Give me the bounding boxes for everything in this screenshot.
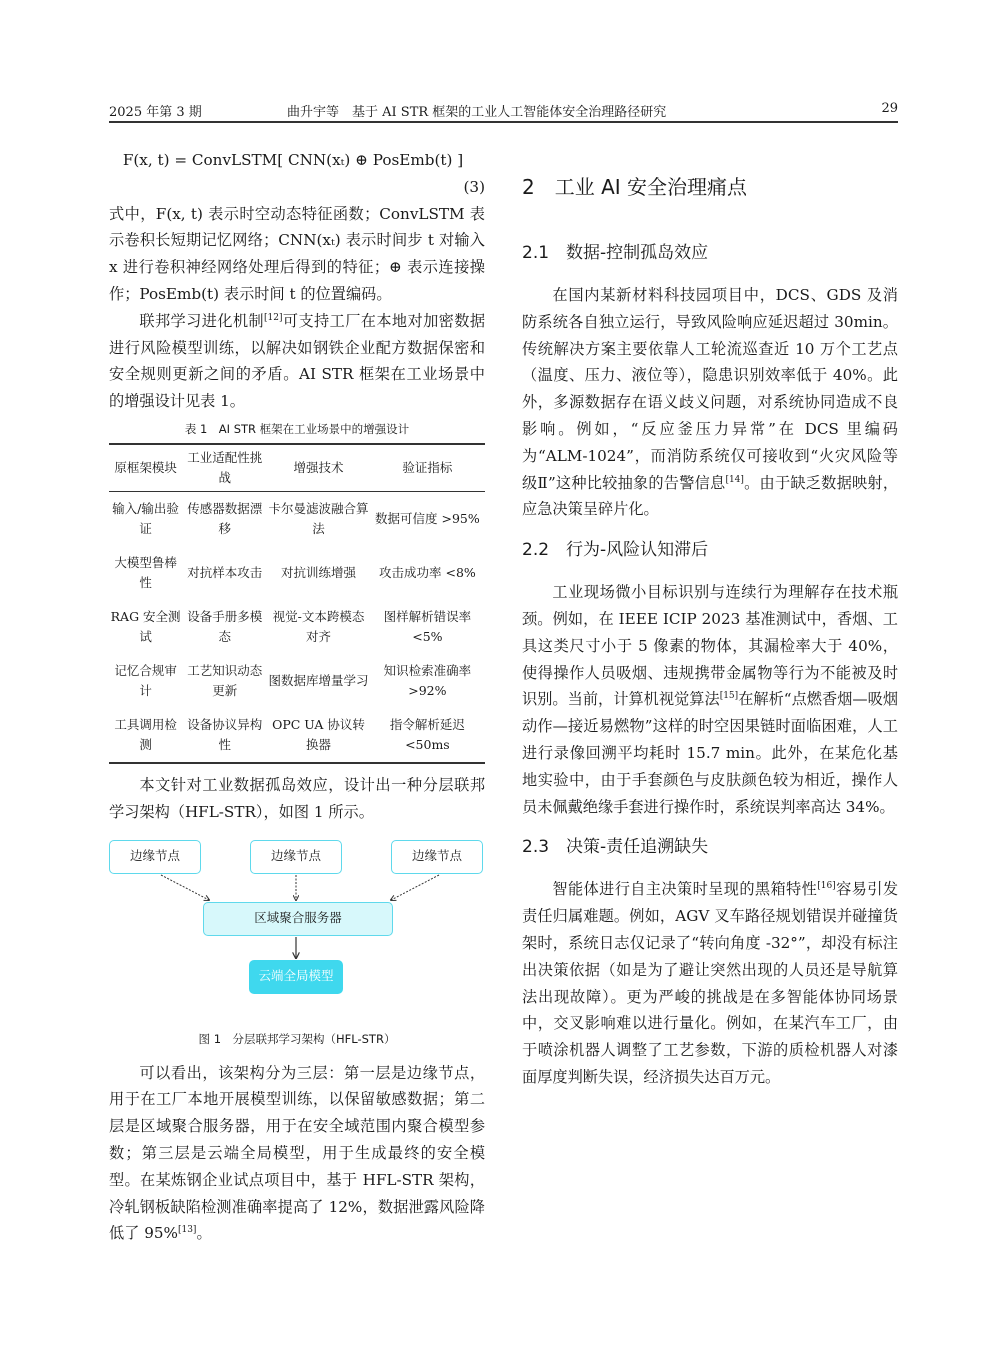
column-header: 原框架模块 — [114, 459, 177, 475]
text: 容易引发责任归属难题。例如，AGV 叉车路径规划错误并碰撞货架时，系统日志仅记录了“转向角度 -32°”，却没有标注出决策依据（如是为了避让突然出现的人员还是导航算法出现故障）。更为严峻的挑战是在多智能体协同场景中，交叉影响难以进行量化。例如，在某汽车工厂，由于喷涂机器人调整了工艺参数，下游的质检机器人对漆面厚度判断失误，经济损失达百万元。 — [522, 880, 899, 1086]
page-number: 29 — [881, 101, 898, 116]
enhancement-table — [109, 443, 485, 764]
table-header-row — [109, 444, 485, 492]
arrow-left-edge-to-aggregator — [161, 875, 209, 900]
table-cell: 视觉-文本跨模态对齐 — [272, 608, 365, 644]
table-cell: 图数据库增量学习 — [268, 672, 369, 688]
paragraph-data-silo — [522, 282, 898, 523]
issue-label: 2025 年第 3 期 — [109, 105, 202, 120]
running-header — [109, 101, 898, 123]
citation[interactable]: [15] — [719, 691, 739, 702]
running-title: 曲升宇等 基于 AI STR 框架的工业人工智能体安全治理路径研究 — [287, 105, 667, 120]
paragraph-federated — [109, 308, 485, 415]
subsection-heading: 2.1 数据-控制孤岛效应 — [522, 243, 709, 263]
figure-caption: 图 1 分层联邦学习架构（HFL-STR） — [198, 1031, 396, 1046]
citation[interactable]: [16] — [817, 881, 836, 892]
table-row — [109, 546, 485, 600]
regional-aggregation-server: 区域聚合服务器 — [203, 902, 393, 936]
left-column — [109, 147, 485, 1247]
table-cell: RAG 安全测试 — [110, 608, 181, 644]
paragraph-decision-accountability — [522, 876, 898, 1090]
edge-node: 边缘节点 — [391, 840, 483, 874]
arrow-right-edge-to-aggregator — [391, 875, 439, 900]
right-column — [522, 172, 898, 1091]
table-cell: 记忆合规审计 — [114, 662, 177, 698]
subsection-heading: 2.3 决策-责任追溯缺失 — [522, 837, 709, 858]
subsection-heading: 2.2 行为-风险认知滞后 — [522, 540, 709, 561]
text: 联邦学习进化机制 — [139, 311, 265, 330]
citation[interactable]: [14] — [725, 474, 744, 485]
text: 在解析“点燃香烟—吸烟动作—接近易燃物”这样的时空因果链时面临困难，人工进行录像回溯平均耗时 15.7 min。此外，在某危化基地实验中，由于手套颜色与皮肤颜色较为相近，操作人员未佩戴绝缘手套进行操作时，系统误判率高达 34%。 — [522, 690, 899, 816]
equation-number: (3) — [463, 177, 485, 196]
equation: F(x, t) = ConvLSTM[ CNN(xₜ) ⊕ PosEmb(t) ] — [122, 151, 464, 169]
table-cell: 指令解析延迟 <50ms — [389, 716, 465, 752]
text: 可以看出，该架构分为三层：第一层是边缘节点，用于在工厂本地开展模型训练，以保留敏感数据；第二层是区域聚合服务器，用于在安全域范围内聚合模型参数；第三层是云端全局模型，用于生成最终的安全模型。在某炼钢企业试点项目中，基于 HFL-STR 架构，冷轧钢板缺陷检测准确率提高了 12%，数据泄露风险降低了 95% — [109, 1063, 485, 1243]
table-cell: 大模型鲁棒性 — [114, 554, 177, 590]
equation-explanation: 式中，F(x, t) 表示时空动态特征函数；ConvLSTM 表示卷积长短期记忆网络；CNN(xₜ) 表示时间步 t 对输入 x 进行卷积神经网络处理后得到的特征；⊕ 表示连接操作；PosEmb(t) 表示时间 t 的位置编码。 — [109, 204, 485, 303]
text: 可支持工厂在本地对加密数据进行风险模型训练，以解决如钢铁企业配方数据保密和安全规则更新之间的矛盾。AI STR 框架在工业场景中的增强设计见表 1。 — [109, 311, 486, 411]
text: 。由于缺乏数据映射，应急决策呈碎片化。 — [522, 473, 899, 519]
text: 工业现场微小目标识别与连续行为理解存在技术瓶颈。例如，在 IEEE ICIP 2023 基准测试中，香烟、工具这类尺寸小于 5 像素的物体，其漏检率大于 40%，使得操作人员吸烟、违规携带金属物等行为不能被及时识别。当前，计算机视觉算法 — [522, 583, 898, 709]
table-cell: 卡尔曼滤波融合算法 — [268, 500, 369, 536]
paragraph-hfl-intro: 本文针对工业数据孤岛效应，设计出一种分层联邦学习架构（HFL-STR），如图 1 所示。 — [109, 775, 485, 821]
edge-node: 边缘节点 — [109, 840, 201, 874]
column-header: 增强技术 — [293, 459, 344, 475]
table-cell: 设备手册多模态 — [187, 608, 263, 644]
table-cell: 知识检索准确率 >92% — [383, 662, 472, 698]
edge-node: 边缘节点 — [250, 840, 342, 874]
table-cell: 工具调用检测 — [114, 716, 177, 752]
section-heading: 2 工业 AI 安全治理痛点 — [522, 175, 748, 199]
paragraph-behavior-risk — [522, 579, 898, 820]
table-row — [109, 708, 485, 763]
table-cell: 设备协议异构性 — [187, 716, 263, 752]
table-cell: 输入/输出验证 — [112, 500, 179, 536]
column-header: 验证指标 — [402, 459, 453, 475]
table-row — [109, 600, 485, 654]
citation[interactable]: [12] — [264, 312, 283, 323]
table-cell: 对抗训练增强 — [281, 564, 357, 580]
cloud-global-model: 云端全局模型 — [249, 960, 343, 994]
table-caption: 表 1 AI STR 框架在工业场景中的增强设计 — [184, 421, 410, 436]
table-cell: OPC UA 协议转换器 — [272, 716, 365, 752]
table-cell: 图样解析错误率 <5% — [383, 608, 472, 644]
table-row — [109, 491, 485, 546]
table-row — [109, 654, 485, 708]
text: 。 — [196, 1224, 212, 1243]
text: 智能体进行自主决策时呈现的黑箱特性 — [552, 880, 818, 899]
table-cell: 工艺知识动态更新 — [187, 662, 263, 698]
column-header: 工业适配性挑战 — [187, 449, 263, 485]
table-cell: 传感器数据漂移 — [187, 500, 263, 536]
table-cell: 数据可信度 >95% — [375, 510, 480, 526]
table-cell: 攻击成功率 <8% — [379, 564, 476, 580]
table-cell: 对抗样本攻击 — [187, 564, 263, 580]
citation[interactable]: [13] — [177, 1225, 197, 1236]
text: 在国内某新材料科技园项目中，DCS、GDS 及消防系统各自独立运行，导致风险响应延迟超过 30min。传统解决方案主要依靠人工轮流巡查近 10 万个工艺点（温度、压力、液位等），隐患识别效率低于 40%。此外，多源数据存在语义歧义问题，对系统协同造成不良影响。例如，“反应釜压力异常”在 DCS 里编码为“ALM-1024”，而消防系统仅可接收到“火灾风险等级Ⅱ”这种比较抽象的告警信息 — [522, 286, 898, 492]
paragraph-three-layers — [109, 1060, 485, 1248]
hfl-architecture-diagram — [109, 840, 485, 1020]
